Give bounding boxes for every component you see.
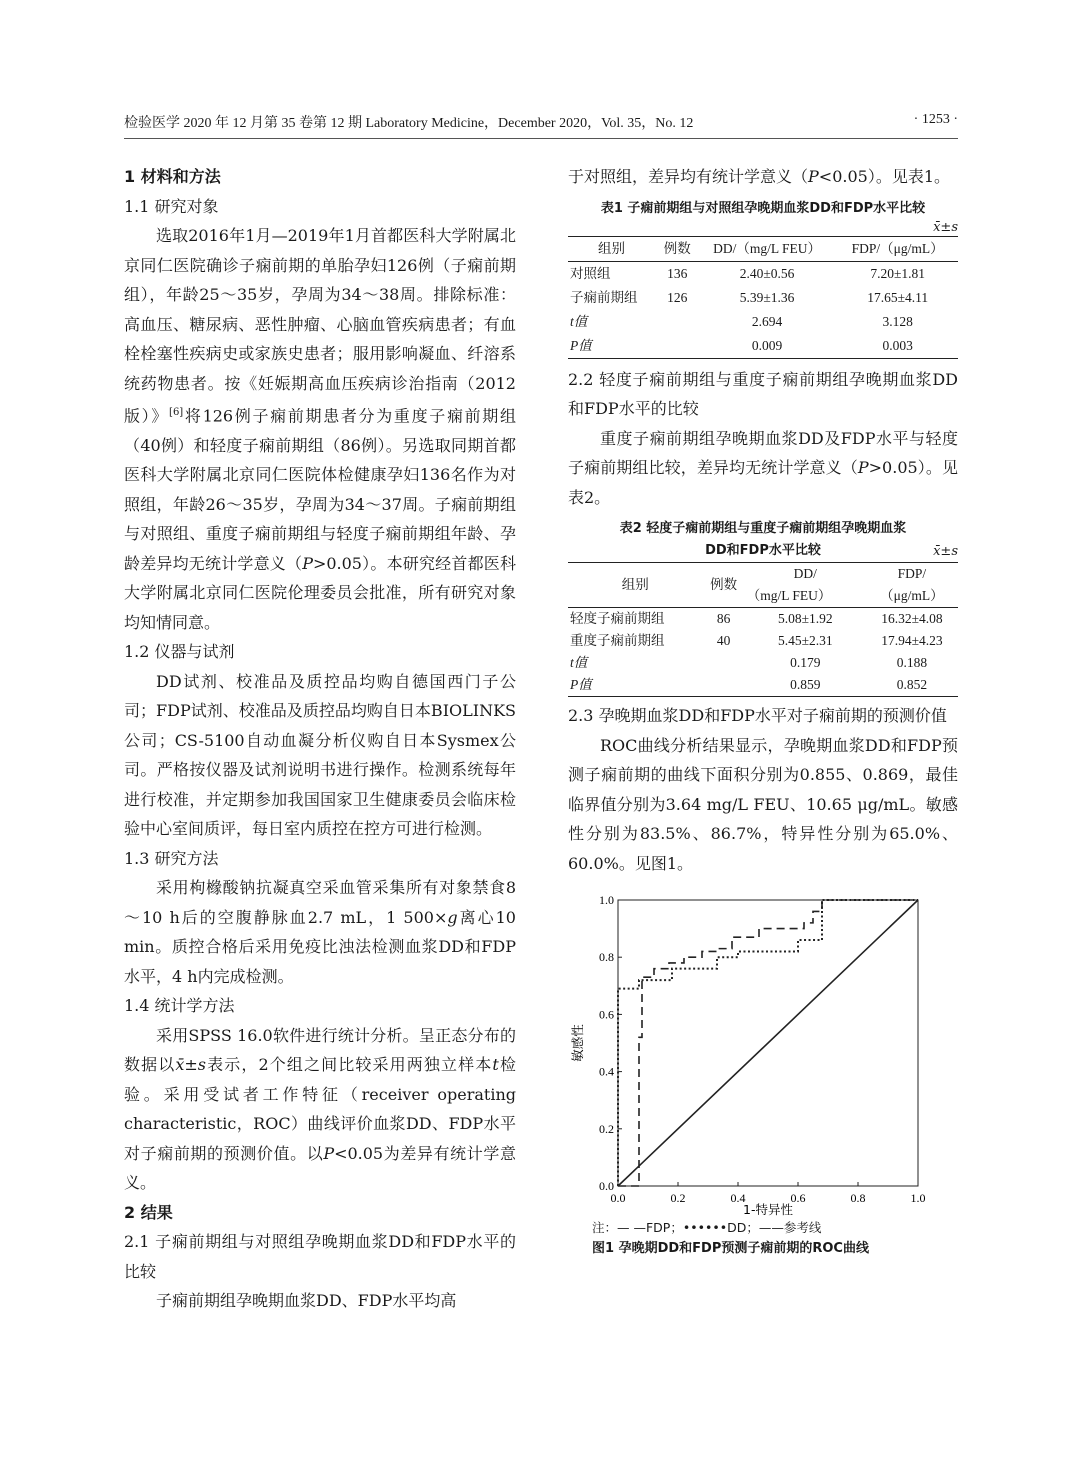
section-2-1-heading: 2.1 子痫前期组与对照组孕晚期血浆DD和FDP水平的比较 (124, 1232, 516, 1281)
section-1-1-paragraph (124, 221, 516, 637)
table-cell (702, 652, 744, 674)
text-run: >0.05）。本研究经首都医科大学附属北京同仁医院伦理委员会批准，所有研究对象均知情同意。 (124, 553, 516, 632)
text-run: 表示，2个组之间比较采用两独立样本 (206, 1055, 493, 1075)
stat-symbol: P (302, 553, 313, 573)
x-axis-label: 1-特异性 (743, 1202, 793, 1217)
section-1-heading: 1 材料和方法 (124, 167, 221, 186)
stat-symbol: g (447, 907, 458, 927)
table-row (568, 310, 958, 334)
table-cell: 2.694 (751, 313, 783, 329)
citation-ref: [6] (169, 407, 184, 418)
table-cell: 5.39±1.36 (739, 289, 795, 305)
table-header: FDP/ (866, 563, 958, 586)
section-1-1-heading: 1.1 研究对象 (124, 196, 219, 216)
section-1-3-paragraph (124, 873, 516, 991)
section-1-4-paragraph (124, 1021, 516, 1198)
page-number: · 1253 · (913, 112, 958, 127)
section-2-3-paragraph: ROC曲线分析结果显示，孕晚期血浆DD和FDP预测子痫前期的曲线下面积分别为0.855、0.869，最佳临界值分别为3.64 mg/L FEU、10.65 μg/mL。敏感性分别为83.5%、86.7%，特异性分别为65.0%、60.0%。见图1。 (568, 735, 958, 873)
table-2 (568, 562, 958, 697)
text-run: 重度子痫前期组孕晚期血浆DD及FDP水平与轻度子痫前期组比较，差异均无统计学意义（ (568, 428, 958, 477)
table-1 (568, 236, 958, 359)
table-cell: 0.179 (790, 655, 821, 670)
x-tick-label: 0.6 (790, 1191, 806, 1205)
stat-symbol: P (808, 167, 819, 186)
x-tick-label: 0.4 (730, 1191, 746, 1205)
running-header (124, 112, 958, 139)
table-row (568, 286, 958, 310)
table-cell: 17.65±4.11 (867, 289, 929, 305)
series-lines (618, 900, 918, 1186)
section-2-1-continued (568, 162, 958, 192)
table-cell: 126 (667, 289, 688, 305)
table-cell: 0.009 (697, 334, 838, 359)
section-2-3-heading: 2.3 孕晚期血浆DD和FDP水平对子痫前期的预测价值 (568, 706, 947, 725)
table-cell: 7.20±1.81 (870, 265, 925, 281)
y-tick-label: 0.0 (599, 1179, 614, 1193)
table-cell: P值 (568, 674, 702, 697)
table-cell: 0.852 (866, 674, 958, 697)
text-run: >0.05）。见表2。 (568, 458, 958, 507)
text-run: 将126例子痫前期患者分为重度子痫前期组（40例）和轻度子痫前期组（86例）。另选取同期首都医科大学附属北京同仁医院体检健康孕妇136名作为对照组，年龄26～35岁，孕周为34～37周。子痫前期组与对照组、重度子痫前期组与轻度子痫前期组年龄、孕龄差异均无统计学意义（ (124, 406, 516, 573)
table-header: （mg/L FEU） (745, 585, 866, 608)
figure-legend-note: 注：— —FDP；••••••DD；——参考线 (592, 1220, 822, 1235)
section-2-2-paragraph (568, 424, 958, 513)
table-row (568, 630, 958, 652)
table-cell: 16.32±4.08 (881, 611, 943, 626)
table-cell: 轻度子痫前期组 (570, 611, 665, 626)
table-1-unit: x̄±s (933, 219, 958, 235)
table-cell: P值 (568, 334, 658, 359)
table-cell: t值 (570, 313, 588, 329)
text-run: <0.05）。见表1。 (818, 167, 950, 186)
y-tick-label: 1.0 (599, 893, 614, 907)
section-2-1-paragraph: 子痫前期组孕晚期血浆DD、FDP水平均高 (156, 1291, 457, 1311)
table-header: 组别 (568, 236, 658, 261)
stat-symbol: x̄±s (175, 1055, 207, 1075)
table-cell: 86 (716, 611, 731, 626)
table-cell: 17.94±4.23 (881, 633, 943, 648)
table-header: （μg/mL） (866, 585, 958, 608)
section-1-2-paragraph: DD试剂、校准品及质控品均购自德国西门子公司；FDP试剂、校准品及质控品均购自日本BIOLINKS公司；CS-5100自动血凝分析仪购自日本Sysmex公司。严格按仪器及试剂说明书进行操作。检测系统每年进行校准，并定期参加我国国家卫生健康委员会临床检验中心室间质评，每日室内质控在控方可进行检测。 (124, 671, 516, 839)
table-2-title: 表2 轻度子痫前期组与重度子痫前期组孕晚期血浆 (619, 521, 907, 536)
series-line-reference (618, 900, 918, 1186)
stat-symbol: P (857, 458, 869, 477)
text-run: 于对照组，差异均有统计学意义（ (568, 167, 809, 186)
figure-1-caption: 图1 孕晚期DD和FDP预测子痫前期的ROC曲线 (592, 1241, 869, 1256)
text-run: 离心10 min。质控合格后采用免疫比浊法检测血浆DD和FDP水平，4 h内完成检测。 (124, 907, 516, 986)
text-run: 采用枸橼酸钠抗凝真空采血管采集所有对象禁食8～10 h后的空腹静脉血2.7 mL，1 500× (124, 878, 516, 927)
x-tick-label: 0.2 (670, 1191, 686, 1205)
table-cell: 3.128 (882, 313, 913, 329)
table-cell (658, 310, 697, 334)
table-row (568, 334, 958, 359)
left-column (124, 162, 516, 1316)
stat-symbol: P (323, 1143, 335, 1163)
y-tick-label: 0.4 (599, 1064, 614, 1079)
figure-1 (568, 888, 958, 1260)
table-cell: 子痫前期组 (570, 289, 638, 305)
table-header: 例数 (658, 236, 697, 261)
section-1-2-heading: 1.2 仪器与试剂 (124, 642, 235, 662)
text-run: 选取2016年1月—2019年1月首都医科大学附属北京同仁医院确诊子痫前期的单胎孕妇126例（子痫前期组），年龄25～35岁，孕周为34～38周。排除标准：高血压、糖尿病、恶性肿瘤、心脑血管疾病患者；有血栓栓塞性疾病史或家族史患者；服用影响凝血、纤溶系统药物患者。按《妊娠期高血压疾病诊治指南（2012版）》 (124, 226, 516, 426)
table-header: DD/ (745, 563, 866, 586)
table-cell: 0.859 (745, 674, 866, 697)
table-cell: 5.08±1.92 (777, 611, 833, 626)
text-run: <0.05为差异有统计学意义。 (124, 1143, 516, 1193)
table-cell: 对照组 (570, 265, 611, 281)
x-tick-label: 0.8 (850, 1191, 866, 1205)
table-row (568, 261, 958, 286)
table-row (568, 674, 958, 697)
y-tick-label: 0.8 (599, 950, 614, 965)
x-tick-label: 1.0 (910, 1191, 926, 1205)
table-cell: 2.40±0.56 (739, 265, 795, 281)
roc-chart (568, 888, 958, 1218)
section-1-3-heading: 1.3 研究方法 (124, 848, 219, 868)
table-cell (658, 334, 697, 359)
table-cell: t值 (570, 655, 588, 670)
y-tick-label: 0.6 (599, 1007, 614, 1022)
table-2-title-row (568, 540, 958, 562)
table-header: FDP/（μg/mL） (837, 236, 958, 261)
stat-symbol: t (492, 1055, 499, 1075)
table-2-unit: x̄±s (933, 544, 958, 559)
text-run: 采用SPSS 16.0软件进行统计分析。呈正态分布的数据以 (124, 1025, 516, 1075)
table-cell: 0.188 (896, 655, 928, 670)
table-cell: 136 (667, 265, 688, 281)
table-row (568, 608, 958, 631)
x-tick-label: 0.0 (610, 1191, 626, 1205)
section-2-heading: 2 结果 (124, 1202, 173, 1222)
journal-citation: 检验医学 2020 年 12 月第 35 卷第 12 期 Laboratory Medicine，December 2020，Vol. 35，No. 12 (124, 116, 694, 131)
table-header: 组别 (568, 563, 702, 608)
text-run: 检验。采用受试者工作特征（receiver operating characteristic，ROC）曲线评价血浆DD、FDP水平对子痫前期的预测价值。以 (124, 1055, 516, 1163)
table-cell: 5.45±2.31 (777, 633, 833, 648)
table-2-title-line2: DD和FDP水平比较 (705, 543, 821, 558)
right-column (568, 162, 958, 1260)
section-2-2-heading: 2.2 轻度子痫前期组与重度子痫前期组孕晚期血浆DD和FDP水平的比较 (568, 369, 958, 418)
table-header: DD/（mg/L FEU） (697, 236, 838, 261)
section-1-4-heading: 1.4 统计学方法 (124, 996, 235, 1016)
table-cell (702, 674, 744, 697)
table-row (568, 652, 958, 674)
table-header: 例数 (702, 563, 744, 608)
y-axis-label: 敏感性 (570, 1024, 585, 1062)
table-cell: 40 (716, 633, 731, 648)
table-1-title: 表1 子痫前期组与对照组孕晚期血浆DD和FDP水平比较 (600, 200, 926, 216)
y-tick-label: 0.2 (599, 1121, 614, 1136)
table-cell: 重度子痫前期组 (570, 633, 665, 648)
table-cell: 0.003 (837, 334, 958, 359)
